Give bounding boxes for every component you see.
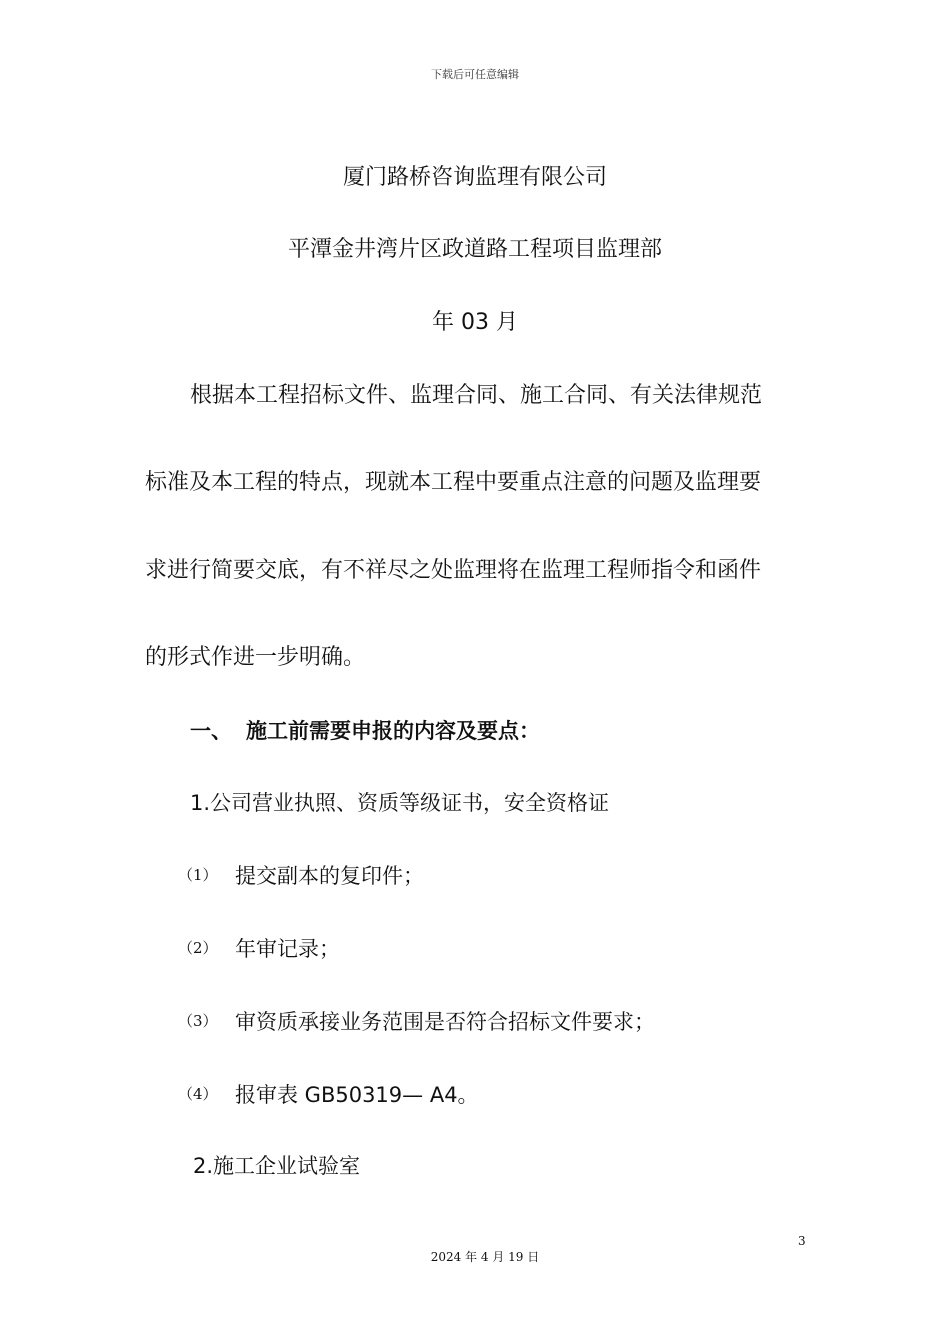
subitem-2-text: 年审记录； bbox=[235, 937, 340, 961]
intro-line-1: 根据本工程招标文件、监理合同、施工合同、有关法律规范 bbox=[190, 383, 763, 408]
department-name: 平潭金井湾片区政道路工程项目监理部 bbox=[287, 237, 662, 262]
document-date: 年 03 月 bbox=[432, 310, 518, 335]
subitem-4-text: 报审表 GB50319— A4。 bbox=[235, 1083, 479, 1107]
page-number: 3 bbox=[798, 1234, 806, 1248]
intro-line-3: 求进行简要交底，有不祥尽之处监理将在监理工程师指令和函件 bbox=[145, 558, 762, 583]
company-name: 厦门路桥咨询监理有限公司 bbox=[342, 165, 607, 190]
footer-date: 2024 年 4 月 19 日 bbox=[430, 1250, 540, 1264]
subitem-2-num: （2） bbox=[178, 939, 218, 957]
section-number: 一、 bbox=[190, 719, 232, 743]
subitem-4-num: （4） bbox=[178, 1085, 218, 1103]
header-note: 下载后可任意编辑 bbox=[431, 68, 519, 81]
section-title: 施工前需要申报的内容及要点： bbox=[246, 719, 540, 743]
intro-line-2: 标准及本工程的特点，现就本工程中要重点注意的问题及监理要 bbox=[145, 470, 762, 495]
subitem-3-text: 审资质承接业务范围是否符合招标文件要求； bbox=[235, 1010, 655, 1034]
subitem-3-num: （3） bbox=[178, 1012, 218, 1030]
subitem-1-num: （1） bbox=[178, 866, 218, 884]
item-1: 1.公司营业执照、资质等级证书，安全资格证 bbox=[190, 791, 610, 815]
subitem-1-text: 提交副本的复印件； bbox=[235, 864, 424, 888]
item-2: 2.施工企业试验室 bbox=[193, 1154, 361, 1178]
intro-line-4: 的形式作进一步明确。 bbox=[145, 645, 366, 670]
